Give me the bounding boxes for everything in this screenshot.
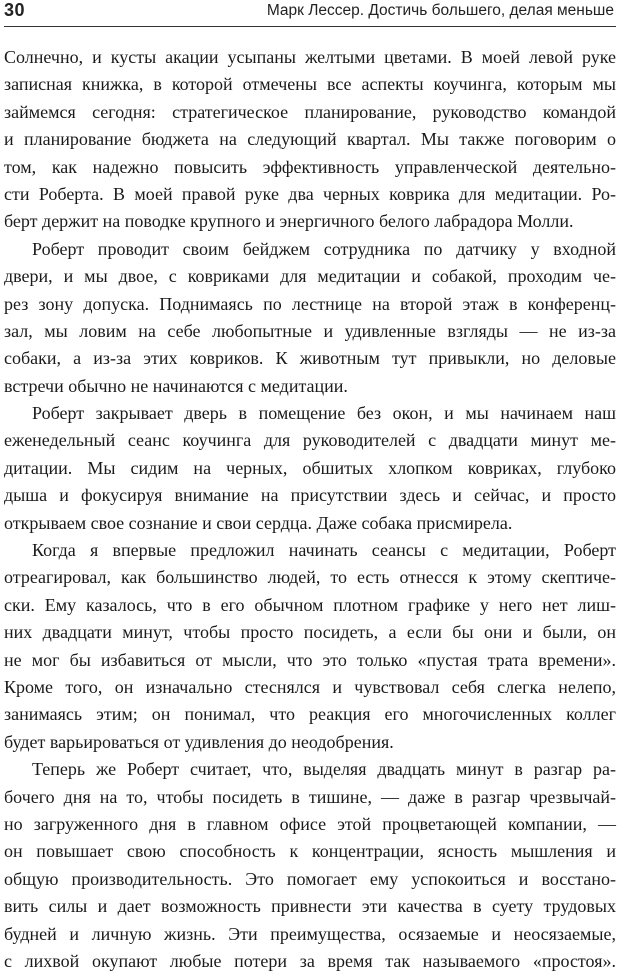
text-line: зал, мы ловим на себе любопытные и удивленные взгляды — не из-за [4,320,616,341]
text-line: еженедельный сеанс коучинга для руководителей с двадцати минут ме- [4,430,616,451]
text-line: двери, и мы двое, с ковриками для медитации и собакой, проходим че- [4,266,616,287]
text-line: том, как надежно повысить эффективность управленческой деятельно- [4,156,616,177]
text-line: отреагировал, как большинство людей, то есть отнесся к этому скептиче- [4,567,616,588]
text-line: Роберт проводит своим бейджем сотрудника по датчику у входной [32,238,616,259]
text-line: собаки, а из-за этих ковриков. К животным тут привыкли, но деловые [4,348,616,369]
text-line: ски. Ему казалось, что в его обычном плотном графике у него нет лиш- [4,594,616,615]
running-title: Марк Лессер. Достичь большего, делая меньше [266,2,614,19]
running-head [4,0,616,24]
text-line: них двадцати минут, чтобы просто посидеть, а если бы они и были, он [4,622,616,643]
text-line: бочего дня на то, чтобы посидеть в тишине, — даже в разгар чрезвычай- [4,786,616,807]
text-line: дыша и фокусируя внимание на присутствии здесь и сейчас, и просто [4,485,616,506]
text-line: Когда я впервые предложил начинать сеансы с медитации, Роберт [32,540,616,561]
text-line: займемся сегодня: стратегическое планирование, руководство командой [4,101,616,122]
text-line: вить силы и дает возможность привнести эти качества в суету трудовых [4,896,616,917]
text-line: записная книжка, в которой отмечены все аспекты коучинга, которым мы [4,74,616,95]
text-line: будней и личную жизнь. Эти преимущества, осязаемые и неосязаемые, [4,923,616,944]
text-line: и планирование бюджета на следующий квартал. Мы также поговорим о [4,129,616,150]
text-line: берт держит на поводке крупного и энергичного белого лабрадора Молли. [4,211,574,232]
text-line: Кроме того, он изначально стеснялся и чувствовал себя слегка нелепо, [4,676,616,697]
text-line: встречи обычно не начинаются с медитации. [4,375,348,396]
text-line: он повышает свою способность к концентрации, ясность мышления и [4,841,616,862]
text-line: но загруженного дня в главном офисе этой процветающей компании, — [4,813,616,834]
text-line: не мог бы избавиться от мысли, что это только «пустая трата времени». [4,649,616,670]
text-line: дитации. Мы сидим на черных, обшитых хлопком ковриках, глубоко [4,457,616,478]
text-line: общую производительность. Это помогает ему успокоиться и восстано- [4,868,616,889]
text-line: сти Роберта. В моей правой руке два черных коврика для медитации. Ро- [4,183,616,204]
text-line: Теперь же Роберт считает, что, выделяя двадцать минут в разгар ра- [32,759,616,780]
text-line: Солнечно, и кусты акации усыпаны желтыми цветами. В моей левой руке [4,47,616,67]
text-line: будет варьироваться от удивления до неодобрения. [4,731,394,752]
page-number: 30 [4,0,26,20]
header-rule [4,26,616,27]
text-line: открываем свое сознание и свои сердца. Даже собака присмирела. [4,512,513,533]
text-line: Роберт закрывает дверь в помещение без окон, и мы начинаем наш [32,403,616,424]
text-line: с лихвой окупают любые потери за время так называемого «простоя». [4,950,616,971]
text-line: рез зону допуска. Поднимаясь по лестнице на второй этаж в конференц- [4,293,616,314]
text-line: занимаясь этим; он понимал, что реакция его многочисленных коллег [4,704,616,725]
body-text [4,44,616,975]
